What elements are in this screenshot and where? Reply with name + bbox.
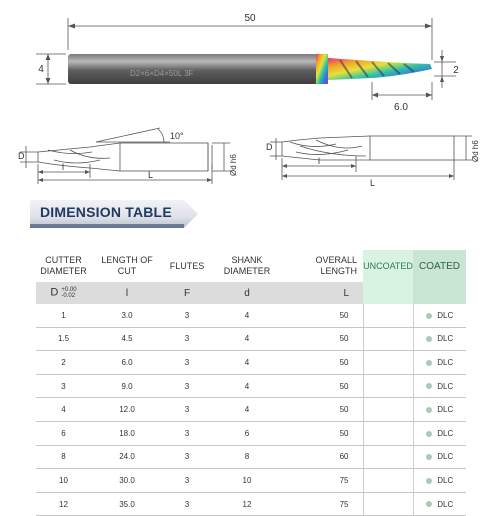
cell-flutes: 3 (163, 304, 211, 327)
coated-dot-icon (426, 313, 432, 319)
cell-uncoated (363, 421, 413, 445)
cell-coated (413, 492, 466, 516)
symbol-cutter-d: D (50, 286, 59, 299)
coating-label: DLC (437, 475, 454, 485)
cell-flutes: 3 (163, 492, 211, 516)
cell-overall-length: 50 (283, 304, 363, 327)
cell-uncoated (363, 351, 413, 375)
coated-dot-icon (426, 383, 432, 389)
cell-coated (413, 445, 466, 469)
cell-overall-length: 50 (283, 421, 363, 445)
cell-overall-length: 50 (283, 327, 363, 351)
cell-coated (413, 351, 466, 375)
left-shank-label: Ød h6 (229, 154, 238, 176)
cell-flutes: 3 (163, 327, 211, 351)
cell-uncoated (363, 492, 413, 516)
coating-label: DLC (437, 499, 454, 509)
length-of-cut-dimension (372, 82, 432, 113)
coated-dot-icon (426, 454, 432, 460)
cell-uncoated (363, 398, 413, 422)
cell-shank-diameter: 6 (211, 421, 283, 445)
cell-coated (413, 304, 466, 327)
dimension-table (36, 250, 466, 516)
cell-cutter-diameter: 12 (36, 492, 91, 516)
cell-shank-diameter: 4 (211, 398, 283, 422)
coated-dot-icon (426, 501, 432, 507)
cell-overall-length: 75 (283, 492, 363, 516)
cell-shank-diameter: 4 (211, 304, 283, 327)
cell-shank-diameter: 8 (211, 445, 283, 469)
cell-flutes: 3 (163, 469, 211, 493)
cell-cutter-diameter: 8 (36, 445, 91, 469)
cell-uncoated (363, 374, 413, 398)
coating-label: DLC (437, 428, 454, 438)
cell-length-of-cut: 12.0 (91, 398, 163, 422)
cell-coated (413, 374, 466, 398)
cell-shank-diameter: 4 (211, 327, 283, 351)
cell-uncoated (363, 469, 413, 493)
header-cutter-diameter: CUTTER DIAMETER (40, 255, 87, 276)
cell-cutter-diameter: 1 (36, 304, 91, 327)
symbol-coated (413, 282, 466, 304)
cell-overall-length: 60 (283, 445, 363, 469)
cell-coated (413, 421, 466, 445)
tolerance-minus: -0.02 (61, 293, 76, 299)
shank-marking: D2×6×D4×50L 3F (130, 69, 194, 78)
length-of-cut-label: 6.0 (394, 102, 408, 113)
coated-dot-icon (426, 336, 432, 342)
cell-length-of-cut: 18.0 (91, 421, 163, 445)
header-uncoated: UNCOATED (363, 250, 413, 282)
table-row (36, 327, 466, 351)
cell-cutter-diameter: 3 (36, 374, 91, 398)
overall-length-label: 50 (244, 13, 256, 24)
coating-label: DLC (437, 310, 454, 320)
cell-coated (413, 469, 466, 493)
cell-length-of-cut: 9.0 (91, 374, 163, 398)
cell-coated (413, 398, 466, 422)
left-overall-l-label: L (148, 170, 154, 180)
table-row (36, 351, 466, 375)
cell-flutes: 3 (163, 445, 211, 469)
cell-overall-length: 50 (283, 351, 363, 375)
symbol-flutes: F (163, 282, 211, 304)
tolerance-plus: +0.00 (61, 287, 77, 293)
left-d-label: D (18, 151, 25, 161)
coating-label: DLC (437, 357, 454, 367)
cell-overall-length: 75 (283, 469, 363, 493)
side-view-drawing-right (270, 136, 472, 180)
cell-length-of-cut: 35.0 (91, 492, 163, 516)
cutter-diameter-label: 2 (453, 65, 459, 76)
header-length-of-cut: LENGTH OF CUT (101, 255, 153, 276)
table-row (36, 492, 466, 516)
symbol-cutter (36, 282, 91, 304)
header-shank-diameter: SHANK DIAMETER (223, 255, 271, 276)
cell-coated (413, 327, 466, 351)
table-row (36, 374, 466, 398)
cell-shank-diameter: 4 (211, 351, 283, 375)
cell-length-of-cut: 4.5 (91, 327, 163, 351)
cell-cutter-diameter: 2 (36, 351, 91, 375)
cell-flutes: 3 (163, 398, 211, 422)
symbol-shank: d (211, 282, 283, 304)
shank-diameter-dimension (36, 54, 66, 84)
table-row (36, 398, 466, 422)
cell-overall-length: 50 (283, 398, 363, 422)
cell-shank-diameter: 4 (211, 374, 283, 398)
cell-cutter-diameter: 1.5 (36, 327, 91, 351)
right-d-label: D (266, 142, 273, 152)
cell-shank-diameter: 12 (211, 492, 283, 516)
cell-shank-diameter: 10 (211, 469, 283, 493)
banner-title: DIMENSION TABLE (40, 204, 172, 220)
shank-diameter-label: 4 (38, 64, 44, 75)
symbol-overall: L (283, 282, 363, 304)
cell-cutter-diameter: 10 (36, 469, 91, 493)
header-coated: COATED (413, 250, 466, 282)
right-overall-l-label: L (370, 178, 376, 188)
cell-cutter-diameter: 6 (36, 421, 91, 445)
cell-length-of-cut: 24.0 (91, 445, 163, 469)
header-overall-length: OVERALL LENGTH (315, 255, 357, 276)
cell-overall-length: 50 (283, 374, 363, 398)
coating-label: DLC (437, 405, 454, 415)
coated-dot-icon (426, 478, 432, 484)
cell-flutes: 3 (163, 374, 211, 398)
technical-drawings (0, 0, 500, 200)
right-shank-label: Ød h6 (471, 140, 480, 162)
cell-uncoated (363, 304, 413, 327)
cell-flutes: 3 (163, 421, 211, 445)
cell-length-of-cut: 3.0 (91, 304, 163, 327)
end-mill-photo (68, 54, 432, 84)
coating-label: DLC (437, 452, 454, 462)
symbol-length-of-cut: l (91, 282, 163, 304)
header-flutes: FLUTES (169, 260, 205, 271)
right-l-label: l (318, 156, 320, 166)
cutter-diameter-dimension (434, 50, 459, 88)
overall-length-dimension (68, 13, 432, 60)
table-row (36, 304, 466, 327)
cell-cutter-diameter: 4 (36, 398, 91, 422)
cell-length-of-cut: 6.0 (91, 351, 163, 375)
table-row (36, 421, 466, 445)
cell-length-of-cut: 30.0 (91, 469, 163, 493)
cell-uncoated (363, 327, 413, 351)
coated-dot-icon (426, 360, 432, 366)
side-view-drawing-left (20, 128, 230, 184)
coating-label: DLC (437, 334, 454, 344)
cell-uncoated (363, 445, 413, 469)
coated-dot-icon (426, 431, 432, 437)
table-row (36, 469, 466, 493)
cell-flutes: 3 (163, 351, 211, 375)
coated-dot-icon (426, 407, 432, 413)
symbol-uncoated (363, 282, 413, 304)
left-l-label: l (62, 162, 64, 172)
coating-label: DLC (437, 381, 454, 391)
helix-angle-label: 10° (170, 131, 184, 141)
table-row (36, 445, 466, 469)
